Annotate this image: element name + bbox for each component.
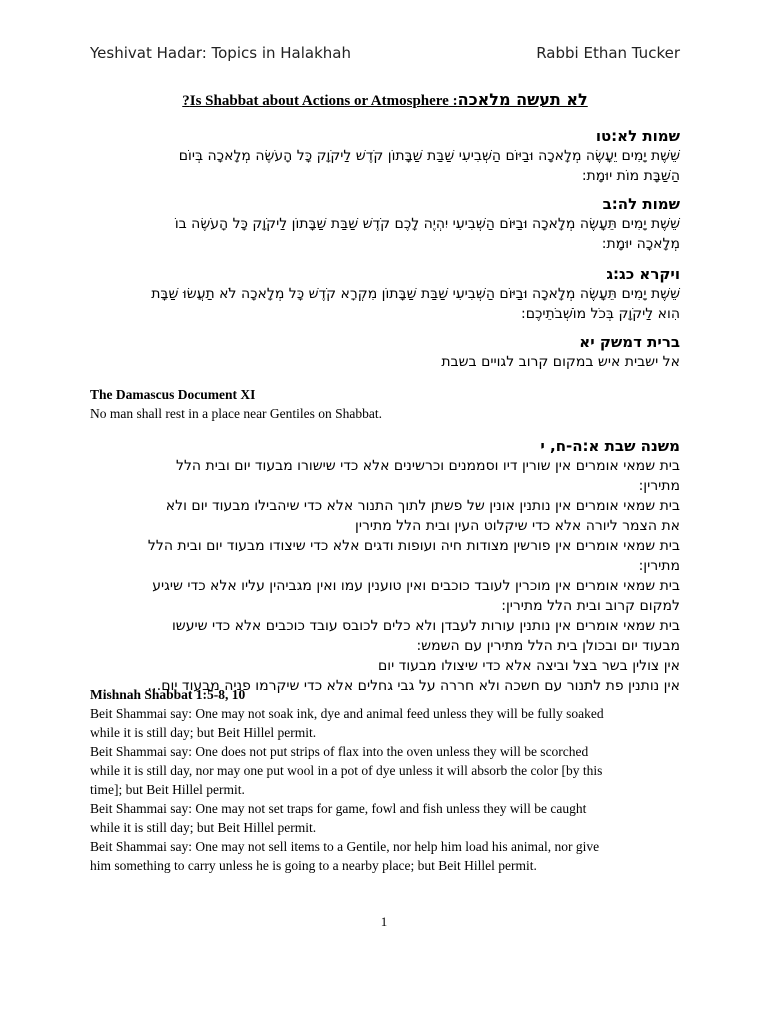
source-heading: ויקרא כג:ג [606,265,680,283]
title-english: : Is Shabbat about Actions or Atmosphere? [182,93,458,109]
source-shemot-31-15 [90,126,680,186]
mishnah-english-line: while it is still day, nor may one put wool in a pot of dye unless it will absorb the color [by this [90,763,603,778]
mishnah-english-line: Beit Shammai say: One may not sell items to a Gentile, nor help him load his animal, nor give [90,839,600,854]
source-vayikra-23-3 [90,264,680,324]
title-hebrew: לא תעשה מלאכה [457,90,588,109]
mishnah-line: בית שמאי אומרים אין שורין דיו וסממנים וכרשינים אלא כדי שישורו מבעוד יום ובית הלל [176,458,680,474]
mishnah-english-line: Beit Shammai say: One does not put strips of flax into the oven unless they will be scorched [90,744,589,759]
mishnah-line: מתירין: [638,478,680,494]
page-header [90,44,680,62]
header-left: Yeshivat Hadar: Topics in Halakhah [90,44,351,62]
source-line: שֵׁשֶׁת יָמִים יֵעָשֶׂה מְלָאכָה וּבַיּוֹם הַשְּׁבִיעִי שַׁבַּת שַׁבָּתוֹן קֹדֶשׁ לַיקֹוָק כָּל הָעֹשֶׂה מְלָאכָה בְּיוֹם [178,148,680,164]
source-line: שֵׁשֶׁת יָמִים תֵּעָשֶׂה מְלָאכָה וּבַיּוֹם הַשְּׁבִיעִי יִהְיֶה לָכֶם קֹדֶשׁ שַׁבַּת שַׁבָּתוֹן לַיקֹוָק כָּל הָעֹשֶׂה בוֹ [174,216,680,232]
damascus-english [90,385,698,423]
mishnah-english-line: him something to carry unless he is going to a nearby place; but Beit Hillel permit. [90,858,537,873]
source-heading: ברית דמשק יא [579,333,680,351]
source-line: הַשַּׁבָּת מוֹת יוּמָת: [581,168,680,184]
mishnah-line: מבעוד יום ובכולן בית הלל מתירין עם השמש: [416,638,680,654]
mishnah-line: אין צולין בשר בצל וביצה אלא כדי שיצולו מבעוד יום [378,658,680,674]
mishnah-english-line: while it is still day; but Beit Hillel permit. [90,725,317,740]
mishnah-line: מתירין: [638,558,680,574]
source-heading: שמות לה:ב [602,195,680,213]
source-heading: שמות לא:טו [595,127,680,145]
mishnah-english-line: Beit Shammai say: One may not soak ink, dye and animal feed unless they will be fully soaked [90,706,604,721]
mishnah-hebrew [90,436,680,696]
source-line: אל ישבית איש במקום קרוב לגויים בשבת [441,354,680,370]
header-right: Rabbi Ethan Tucker [536,44,680,62]
mishnah-english-line: Beit Shammai say: One may not set traps for game, fowl and fish unless they will be caught [90,801,587,816]
mishnah-line: בית שמאי אומרים אין מוכרין לעובד כוכבים ואין טוענין עמו ואין מגביהין עליו אלא כדי שיגיע [152,578,680,594]
source-shemot-35-2 [90,194,680,254]
mishnah-english-line: while it is still day; but Beit Hillel permit. [90,820,317,835]
mishnah-line: את הצמר ליורה אלא כדי שיקלוט העין ובית הלל מתירין [355,518,680,534]
mishnah-line: אין נותנין פת לתנור עם חשכה ולא חררה על גבי גחלים אלא כדי שיקרמו פניה מבעוד יום… [147,678,680,694]
mishnah-line: בית שמאי אומרים אין פורשין מצודות חיה ועופות ודגים אלא כדי שיצודו מבעוד יום ובית הלל [147,538,680,554]
mishnah-english [90,685,698,875]
mishnah-english-heading: Mishnah Shabbat 1:5-8, 10 [90,687,246,702]
page-title [90,90,680,110]
source-line: הִוא לַיקֹוָק בְּכֹל מוֹשְׁבֹתֵיכֶם: [521,306,680,322]
mishnah-line: למקום קרוב ובית הלל מתירין: [501,598,680,614]
damascus-english-heading: The Damascus Document XI [90,387,256,402]
source-line: שֵׁשֶׁת יָמִים תֵּעָשֶׂה מְלָאכָה וּבַיּוֹם הַשְּׁבִיעִי שַׁבַּת שַׁבָּתוֹן מִקְרָא קֹדֶשׁ כָּל מְלָאכָה לֹא תַעֲשׂוּ שַׁבָּת [151,286,680,302]
source-damascus-hebrew [90,332,680,372]
mishnah-english-line: time]; but Beit Hillel permit. [90,782,245,797]
page-number: 1 [380,914,388,929]
damascus-english-text: No man shall rest in a place near Gentiles on Shabbat. [90,406,383,421]
mishnah-line: בית שמאי אומרים אין נותנין אונין של פשתן לתוך התנור אלא כדי שיהבילו מבעוד יום ולא [165,498,680,514]
mishnah-line: בית שמאי אומרים אין נותנין עורות לעבדן ולא כלים לכובס עובד כוכבים אלא כדי שיעשו [171,618,680,634]
mishnah-hebrew-heading: משנה שבת א:ה-ח, י [540,437,680,455]
source-line: מְלָאכָה יוּמָת: [601,236,680,252]
